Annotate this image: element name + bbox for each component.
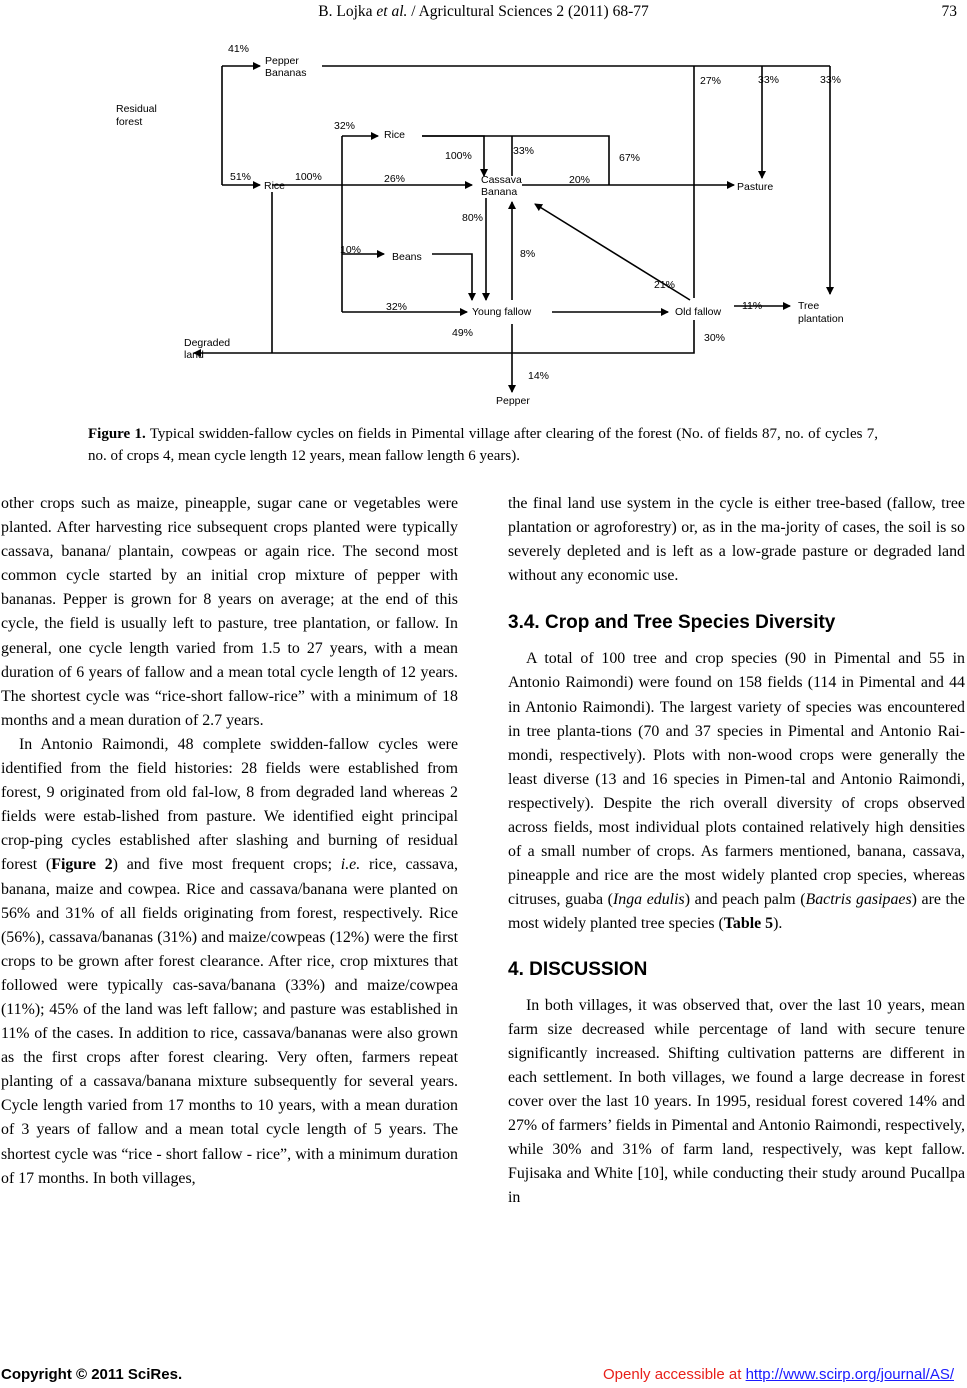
right-p2-text-d: ).: [773, 915, 783, 933]
pct-33-mid: 33%: [513, 145, 535, 157]
left-paragraph-1: other crops such as maize, pineapple, sugar cane or vegetables were planted. After harvesting rice subsequent crops planted were typically cassava, banana/ plantain, cowpeas or again rice. The second most common cycle started by an initial crop mixture of pepper with bananas. Pepper is grown for 8 years on average; at the end of this cycle, the field is usually left to pasture, tree plantation, or fallow. In general, one cycle length varied from 1.5 to 27 years, with a mean duration of 6 years of fallow and a mean total cycle length of 12 years. The shortest cycle was “rice-short fallow-rice” with a minimum of 18 months and a mean duration of 2.7 years.: [1, 495, 458, 729]
pct-21: 21%: [654, 279, 676, 291]
caption-label: Figure 1.: [88, 426, 146, 442]
node-pepper-bottom: Pepper: [496, 395, 530, 407]
node-tree-plantation-2: plantation: [798, 313, 844, 325]
pct-80: 80%: [462, 212, 484, 224]
open-access-text: Openly accessible at: [603, 1366, 746, 1383]
node-cassava-2: Banana: [481, 186, 518, 198]
right-paragraph-2: [508, 647, 965, 936]
page-number: 73: [941, 3, 957, 20]
table-5-ref: Table 5: [723, 915, 774, 933]
node-rice-top: Rice: [384, 129, 406, 141]
right-column: [508, 492, 965, 1210]
left-column: [1, 492, 458, 1191]
pct-27: 27%: [700, 75, 722, 87]
pct-67: 67%: [619, 152, 641, 164]
node-beans: Beans: [392, 251, 422, 263]
journal-url-link[interactable]: http://www.scirp.org/journal/AS/: [745, 1366, 954, 1383]
page-footer: [0, 1366, 967, 1386]
arrow-beans-youngfallow: [432, 254, 472, 300]
pct-100a: 100%: [295, 171, 322, 183]
right-p2-text-a: A total of 100 tree and crop species (90 in Pimental and 55 in Antonio Raimondi) were found on 158 fields (114 in Pimental and 44 in Antonio Raimondi). The largest variety of species was encountered in tree planta-tions (70 and 37 species in Pimental and Antonio Rai-mondi, respectively). Plots with non-wood crops were generally the least diverse (13 and 16 species in Pimen-tal and Antonio Raimondi, respectively). Despite the rich overall diversity of crops observed across fields, most individual plots contained relatively high densities of a small number of crops. As farmers mentioned, banana, cassava, pineapple and rice are the most widely planted crop species, whereas citruses, guaba (: [508, 650, 965, 909]
figure-2-ref: Figure 2: [51, 856, 113, 874]
species-inga: Inga edulis: [612, 891, 685, 909]
cycle-diagram-svg: [112, 36, 852, 411]
header-author: B. Lojka: [318, 3, 377, 20]
section-heading-3-4: 3.4. Crop and Tree Species Diversity: [508, 612, 836, 634]
caption-text: Typical swidden-fallow cycles on fields in Pimental village after clearing of the forest (No. of fields 87, no. of cycles 7, no. of crops 4, mean cycle length 12 years, mean fallow length 6 years).: [88, 426, 879, 464]
left-paragraph-2: [1, 733, 458, 1191]
arrow-oldfallow-degraded: [194, 320, 694, 353]
pct-10: 10%: [340, 244, 362, 256]
pct-32-bottom: 32%: [386, 301, 408, 313]
pct-30: 30%: [704, 332, 726, 344]
pct-100b: 100%: [445, 150, 472, 162]
section-heading-4: 4. DISCUSSION: [508, 958, 648, 980]
header-etal: et al.: [376, 3, 408, 20]
left-p2-text-b: ) and five most frequent crops;: [112, 856, 341, 874]
right-p2-text-c: ) are the most widely planted tree species (: [508, 891, 965, 933]
species-bactris: Bactris gasipaes: [805, 891, 912, 909]
page-header: [0, 3, 967, 23]
right-paragraph-3: In both villages, it was observed that, over the last 10 years, mean farm size decreased while percentage of land with secure tenure significantly increased. Shifting cultivation patterns are different in each settlement. In both villages, we found a large decrease in forest cover over the last 10 years. In 1995, residual forest covered 14% and 27% of farmers’ fields in Pimental and Antonio Raimondi, respectively, while 30% and 31% of farm land, respectively, was kept fallow. Fujisaka and White [10], while conducting their study around Pucallpa in: [508, 996, 965, 1207]
node-tree-plantation-1: Tree: [798, 300, 820, 312]
pct-32-top: 32%: [334, 120, 356, 132]
node-cassava-1: Cassava: [481, 174, 522, 186]
right-paragraph-1: the final land use system in the cycle is either tree-based (fallow, tree plantation or agroforestry) or, as in the ma-jority of cases, the soil is so severely depleted and is left as a low-grade pasture or degraded land without any economic use.: [508, 495, 965, 585]
pct-33-a: 33%: [758, 74, 780, 86]
node-residual-forest-2: forest: [116, 116, 143, 128]
copyright-notice: Copyright © 2011 SciRes.: [1, 1366, 183, 1383]
pct-11: 11%: [742, 300, 763, 312]
figure-1-diagram: [112, 36, 852, 411]
pct-51: 51%: [230, 171, 252, 183]
node-young-fallow: Young fallow: [472, 306, 532, 318]
pct-41: 41%: [228, 43, 250, 55]
node-degraded-land-1: Degraded: [184, 337, 231, 349]
open-access-notice: [603, 1366, 954, 1383]
pct-20: 20%: [569, 174, 591, 186]
left-p2-text-a: In Antonio Raimondi, 48 complete swidden-fallow cycles were identified from the field histories: 28 fields were established from forest, 9 originated from old fal-low, 8 from degraded land whereas 2 fields were estab-lished from pasture. We identified eight principal crop-ping cycles established after slashing and burning of residual forest (: [1, 735, 458, 874]
node-degraded-land-2: land: [184, 349, 204, 361]
node-residual-forest-1: Residual: [116, 103, 157, 115]
node-pepper-bananas-2: Bananas: [265, 67, 307, 79]
node-rice-left: Rice: [264, 180, 286, 192]
node-pasture: Pasture: [737, 181, 774, 193]
pct-14: 14%: [528, 370, 550, 382]
left-p2-ie: i.e.: [340, 856, 361, 874]
left-p2-text-c: rice, cassava, banana, maize and cowpea. Rice and cassava/banana were planted on 56% and 31% of all fields originating from forest, respectively. Rice (56%), cassava/bananas (31%) and maize/cowpeas (12%) were the first crops to be grown after forest clearance. After rice, crop mixtures that followed were typically cas-sava/banana (33%) and maize/cowpea (11%); 45% of the land was left fallow; and pasture was established in 11% of the cases. In addition to rice, cassava/bananas were also grown as the first crops after forest clearing. Very often, farmers repeat planting of a cassava/banana mixture subsequently for several years. Cycle length varied from 17 months to 10 years, with a mean duration of 3 years of fallow and a mean total cycle length of 5 years. The shortest cycle was “rice - short fallow - rice”, with a minimum duration of 17 months. In both villages,: [1, 856, 458, 1187]
figure-caption: [88, 423, 878, 467]
running-title: [0, 3, 967, 21]
node-pepper-bananas-1: Pepper: [265, 55, 299, 67]
right-p2-text-b: ) and peach palm (: [684, 891, 806, 909]
pct-26: 26%: [384, 173, 406, 185]
pct-33-b: 33%: [820, 74, 842, 86]
node-old-fallow: Old fallow: [675, 306, 722, 318]
pct-8: 8%: [520, 248, 536, 260]
pct-49: 49%: [452, 327, 474, 339]
header-journal: / Agricultural Sciences 2 (2011) 68-77: [407, 3, 649, 20]
